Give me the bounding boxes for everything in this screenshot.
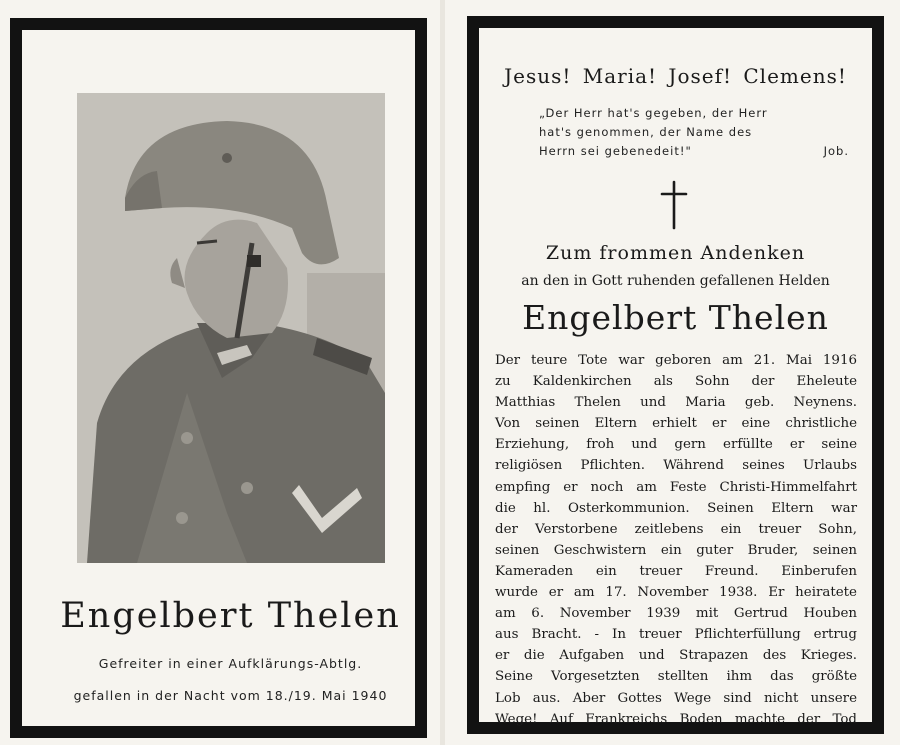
quote-line-text: Herrn sei gebenedeit!" <box>539 144 692 158</box>
bio-line: Seine Vorgesetzten stellten ihm das größte <box>495 669 857 685</box>
bio-line: Lob aus. Aber Gottes Wege sind nicht unsere <box>495 690 857 706</box>
biography-text <box>495 350 857 730</box>
bio-line: Von seinen Eltern erhielt er eine christliche <box>495 416 857 432</box>
scripture-quote <box>539 104 849 161</box>
bio-line: Matthias Thelen und Maria geb. Neynens. <box>495 395 857 411</box>
invocation-heading: Jesus! Maria! Josef! Clemens! <box>504 64 847 88</box>
quote-line: „Der Herr hat's gegeben, der Herr <box>539 106 768 120</box>
bio-line: Kameraden ein treuer Freund. Einberufen <box>495 563 857 579</box>
bio-line: Der teure Tote war geboren am 21. Mai 1916 <box>495 353 857 368</box>
quote-line <box>539 142 849 161</box>
memorial-subheading: an den in Gott ruhenden gefallenen Helden <box>521 273 830 289</box>
death-date-line: gefallen in der Nacht vom 18./19. Mai 1940 <box>73 688 388 703</box>
memorial-heading: Zum frommen Andenken <box>545 242 806 264</box>
bio-line: zu Kaldenkirchen als Sohn der Eheleute <box>495 374 857 390</box>
bio-line: die hl. Osterkommunion. Seinen Eltern war <box>495 500 857 516</box>
bio-line: der Verstorbene zeitlebens ein treuer Sohn, <box>495 521 857 537</box>
deceased-name-right: Engelbert Thelen <box>522 298 829 337</box>
bio-line: wurde er am 17. November 1938. Er heiratete <box>495 585 857 601</box>
bio-line: religiösen Pflichten. Während seines Urlaubs <box>495 458 857 474</box>
bio-line: Wege! Auf Frankreichs Boden machte der Tod <box>495 711 857 727</box>
bio-line: am 6. November 1939 mit Gertrud Houben <box>495 606 857 622</box>
memorial-card-front <box>0 0 440 745</box>
bio-line: aus Bracht. - In treuer Pflichterfüllung ertrug <box>495 627 857 643</box>
deceased-name: Engelbert Thelen <box>60 596 401 636</box>
bio-line: er die Aufgaben und Strapazen des Krieges. <box>495 648 857 664</box>
mourning-border-left <box>10 18 427 738</box>
military-rank: Gefreiter in einer Aufklärungs-Abtlg. <box>98 656 363 671</box>
bio-line: seinen Geschwistern ein guter Bruder, seinen <box>495 542 857 558</box>
memorial-card-text <box>445 0 900 745</box>
soldier-portrait-image <box>77 93 385 563</box>
bio-line: empfing er noch am Feste Christi-Himmelfahrt <box>495 479 857 495</box>
quote-line: hat's genommen, der Name des <box>539 125 753 139</box>
mourning-border-right <box>467 16 884 734</box>
quote-source: Job. <box>823 144 849 158</box>
latin-cross-icon <box>659 180 689 230</box>
soldier-portrait-photo <box>77 93 385 563</box>
bio-line: Erziehung, froh und gern erfüllte er seine <box>495 437 857 453</box>
